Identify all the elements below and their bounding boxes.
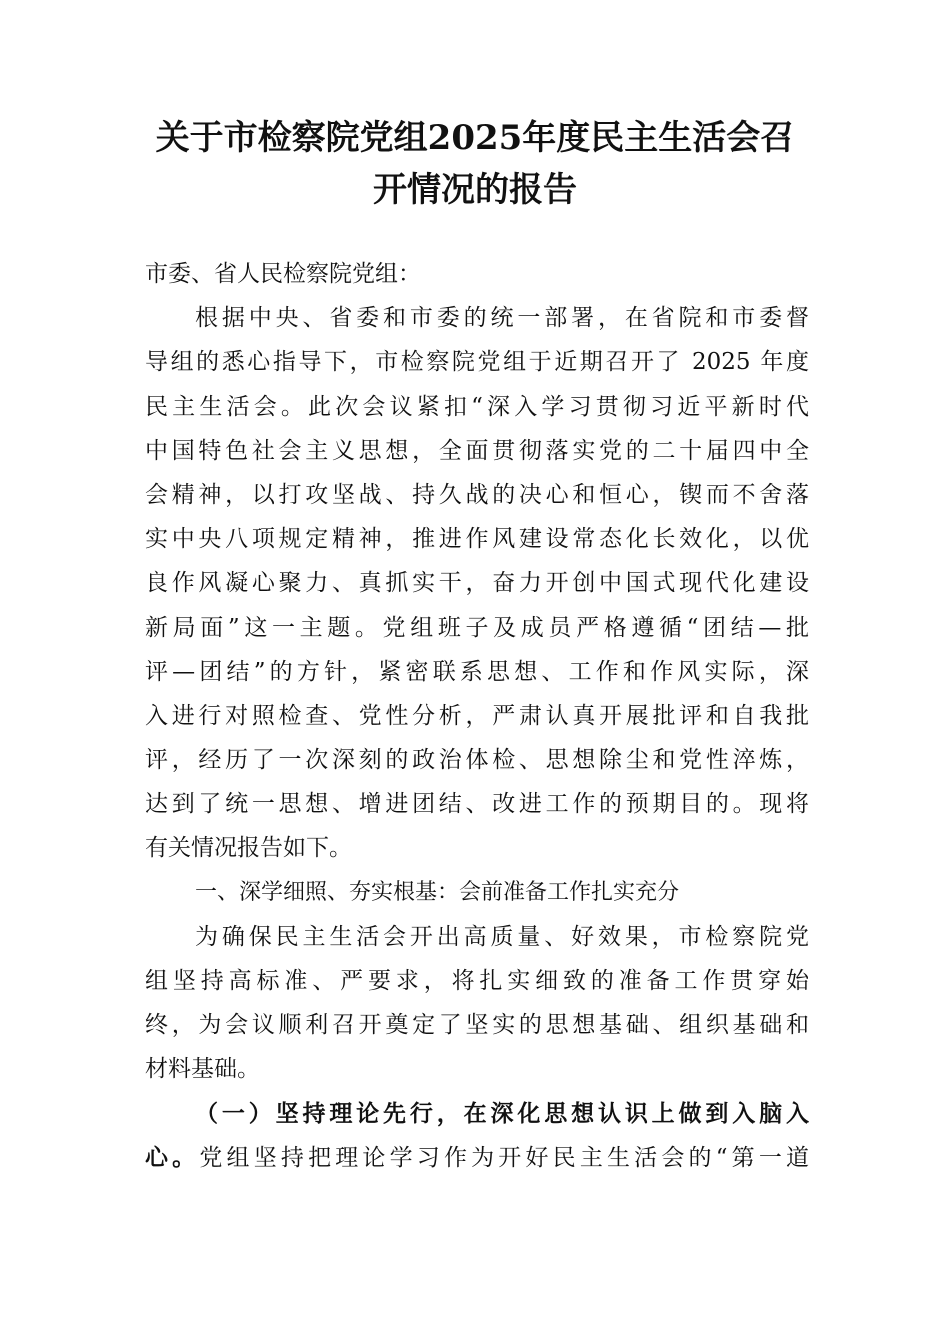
intro-paragraph-line: 达到了统一思想、增进团结、改进工作的预期目的。现将 (145, 791, 809, 818)
intro-paragraph-line: 民主生活会。此次会议紧扣“深入学习贯彻习近平新时代 (145, 393, 809, 420)
document-title (120, 112, 830, 216)
section-1-paragraph-line: 为确保民主生活会开出高质量、好效果，市检察院党 (195, 923, 809, 950)
intro-paragraph-line: 良作风凝心聚力、真抓实干，奋力开创中国式现代化建设 (145, 570, 809, 597)
subsection-1-heading: （一）坚持理论先行，在深化思想认识上做到入脑入 (195, 1099, 809, 1127)
intro-paragraph-line: 根据中央、省委和市委的统一部署，在省院和市委督 (195, 305, 809, 332)
title-line-2: 开情况的报告 (373, 170, 577, 210)
subsection-1-line (145, 1136, 809, 1180)
section-1-paragraph-line: 组坚持高标准、严要求，将扎实细致的准备工作贯穿始 (145, 968, 809, 994)
intro-paragraph-line: 实中央八项规定精神，推进作风建设常态化长效化，以优 (145, 526, 809, 553)
intro-paragraph-line: 入进行对照检查、党性分析，严肃认真开展批评和自我批 (145, 702, 809, 729)
document-body (145, 252, 809, 1180)
title-line-1: 关于市检察院党组2025年度民主生活会召 (155, 118, 795, 158)
intro-paragraph-line: 评，经历了一次深刻的政治体检、思想除尘和党性淬炼， (145, 747, 809, 774)
section-1-paragraph-line: 材料基础。 (145, 1056, 260, 1083)
intro-paragraph-line: 会精神，以打攻坚战、持久战的决心和恒心，锲而不舍落 (145, 481, 809, 508)
subsection-1-heading-end: 心。 (145, 1143, 200, 1171)
intro-paragraph-line: 有关情况报告如下。 (145, 835, 352, 862)
intro-paragraph-line: 中国特色社会主义思想，全面贯彻落实党的二十届四中全 (145, 437, 809, 464)
section-1-heading: 一、深学细照、夯实根基：会前准备工作扎实充分 (195, 879, 680, 905)
section-1-paragraph-line: 终，为会议顺利召开奠定了坚实的思想基础、组织基础和 (145, 1012, 809, 1039)
intro-paragraph-line: 新局面”这一主题。党组班子及成员严格遵循“团结—批 (145, 614, 809, 641)
subsection-1-text: 党组坚持把理论学习作为开好民主生活会的“第一道 (199, 1144, 809, 1171)
intro-paragraph-line: 导组的悉心指导下，市检察院党组于近期召开了 2025 年度 (145, 349, 809, 376)
salutation: 市委、省人民检察院党组： (145, 261, 421, 287)
intro-paragraph-line: 评—团结”的方针，紧密联系思想、工作和作风实际，深 (145, 658, 809, 685)
